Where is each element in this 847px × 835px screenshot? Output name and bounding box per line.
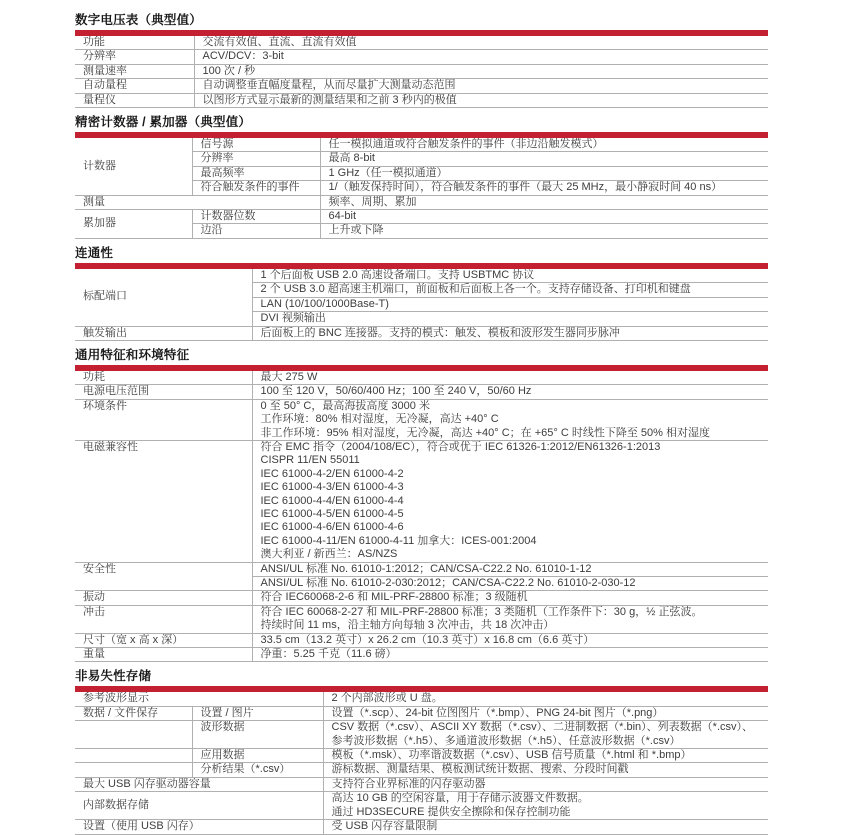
spec-value: DVI 视频输出 [252,312,768,326]
table-row [75,648,768,662]
spec-label: 设置（使用 USB 闪存） [75,820,323,834]
spec-value: 受 USB 闪存容量限制 [323,820,768,834]
spec-value: 游标数据、测量结果、模板测试统计数据、搜索、分段时间戳 [323,763,768,777]
table-row [75,210,768,224]
table-row [75,721,768,749]
section-counter [75,115,768,239]
spec-sublabel: 计数器位数 [192,210,320,224]
spec-value: 100 次 / 秒 [194,64,768,78]
spec-label: 测量 [75,195,320,209]
table-row [75,562,768,576]
spec-value: 设置（*.scp）、24-bit 位图图片（*.bmp）、PNG 24-bit 图片（*.png） [323,706,768,720]
spec-value [252,440,768,562]
spec-sublabel: 分辨率 [192,152,320,166]
spec-value-line: CISPR 11/EN 55011 [260,454,360,467]
spec-value: 2 个内部波形或 U 盘。 [323,692,768,706]
table-row [75,792,768,820]
section-title: 连通性 [75,245,114,260]
table-row [75,633,768,647]
spec-label: 重量 [75,648,252,662]
section-title: 精密计数器 / 累加器（典型值） [75,115,252,130]
spec-value [323,721,768,749]
table-row [75,36,768,50]
counter-table [75,138,768,239]
spec-label: 标配端口 [75,269,252,326]
spec-label: 冲击 [75,605,252,633]
spec-sublabel: 边沿 [192,224,320,238]
spec-value-line: IEC 61000-4-2/EN 61000-4-2 [260,467,404,480]
spec-value: 1 个后面板 USB 2.0 高速设备端口。支持 USBTMC 协议 [252,269,768,283]
spec-value: 1 GHz（任一模拟通道） [320,166,768,180]
spec-sublabel: 信号源 [192,138,320,152]
table-row [75,605,768,633]
spec-value-line: IEC 61000-4-4/EN 61000-4-4 [260,494,404,507]
spec-label: 最大 USB 闪存驱动器容量 [75,777,323,791]
spec-sublabel: 设置 / 图片 [192,706,323,720]
spec-value: 1/（触发保持时间），符合触发条件的事件（最大 25 MHz，最小静寂时间 40 ns） [320,181,768,195]
spec-value-line: 非工作环境：95% 相对湿度，无冷凝，高达 +40° C；在 +65° C 时线性下降至 50% 相对湿度 [260,426,710,439]
spec-value-line: 持续时间 11 ms，沿主轴方向每轴 3 次冲击，共 18 次冲击） [260,619,555,632]
spec-value-line: 符合 EMC 指令（2004/108/EC），符合或优于 IEC 61326-1:2012/EN61326-1:2013 [260,440,661,453]
spec-value-line: 0 至 50° C，最高海拔高度 3000 米 [260,399,430,412]
table-row [75,50,768,64]
spec-label: 功耗 [75,371,252,385]
table-row [75,763,768,777]
spec-value-line: CSV 数据（*.csv）、ASCII XY 数据（*.csv）、二进制数据（*.bin）、列表数据（*.csv）、 [331,721,754,734]
spec-label: 量程仪 [75,93,194,107]
spec-value-line: 参考波形数据（*.h5）、多通道波形数据（*.h5）、任意波形数据（*.csv） [331,734,681,747]
spec-value [252,399,768,440]
spec-sublabel: 波形数据 [192,721,323,749]
spec-value: 后面板上的 BNC 连接器。支持的模式：触发、模板和波形发生器同步脉冲 [252,326,768,340]
spec-value: 支持符合业界标准的闪存驱动器 [323,777,768,791]
spec-value: 自动调整垂直幅度量程，从而尽量扩大测量动态范围 [194,79,768,93]
table-row [75,399,768,440]
table-row [75,820,768,834]
section-general [75,348,768,663]
section-title: 非易失性存储 [75,669,152,684]
spec-label: 计数器 [75,138,192,195]
spec-label: 振动 [75,591,252,605]
table-row [75,93,768,107]
spec-label: 数据 / 文件保存 [75,706,192,720]
table-row [75,692,768,706]
spec-value: 33.5 cm（13.2 英寸）x 26.2 cm（10.3 英寸）x 16.8 cm（6.6 英寸） [252,633,768,647]
spec-label [75,763,192,777]
spec-sublabel: 最高频率 [192,166,320,180]
table-row [75,706,768,720]
section-title: 通用特征和环境特征 [75,347,190,362]
section-dvm [75,13,768,108]
spec-value: 最大 275 W [252,371,768,385]
spec-label: 参考波形显示 [75,692,323,706]
general-table [75,371,768,663]
spec-label: 电源电压范围 [75,385,252,399]
spec-value-line: 通过 HD3SECURE 提供安全擦除和保存控制功能 [331,805,571,818]
spec-label: 内部数据存储 [75,792,323,820]
storage-table [75,692,768,834]
spec-value: 100 至 120 V，50/60/400 Hz；100 至 240 V，50/60 Hz [252,385,768,399]
spec-label: 安全性 [75,562,252,591]
section-connectivity [75,246,768,341]
spec-value: 最高 8-bit [320,152,768,166]
table-row [75,440,768,562]
spec-value-line: IEC 61000-4-3/EN 61000-4-3 [260,481,404,494]
spec-sublabel: 应用数据 [192,749,323,763]
connectivity-table [75,269,768,341]
spec-sublabel: 分析结果（*.csv） [192,763,323,777]
spec-value [252,605,768,633]
spec-value: 频率、周期、累加 [320,195,768,209]
spec-value: ANSI/UL 标准 No. 61010-1:2012；CAN/CSA-C22.2 No. 61010-1-12 [252,562,768,576]
spec-value: ANSI/UL 标准 No. 61010-2-030:2012；CAN/CSA-C22.2 No. 61010-2-030-12 [252,577,768,591]
spec-label: 电磁兼容性 [75,440,252,562]
spec-value: ACV/DCV：3-bit [194,50,768,64]
spec-label: 尺寸（宽 x 高 x 深） [75,633,252,647]
table-row [75,195,768,209]
spec-value-line: IEC 61000-4-5/EN 61000-4-5 [260,507,404,520]
spec-value-line: 澳大利亚 / 新西兰：AS/NZS [260,548,398,561]
spec-value: 以图形方式显示最新的测量结果和之前 3 秒内的极值 [194,93,768,107]
spec-label: 自动量程 [75,79,194,93]
table-row [75,326,768,340]
spec-value: 符合 IEC60068-2-6 和 MIL-PRF-28800 标准；3 级随机 [252,591,768,605]
spec-value-line: 高达 10 GB 的空闲容量，用于存储示波器文件数据。 [331,792,589,805]
spec-label: 累加器 [75,210,192,239]
table-row [75,777,768,791]
spec-value: 净重：5.25 千克（11.6 磅） [252,648,768,662]
spec-value: 64-bit [320,210,768,224]
spec-value: 模板（*.msk）、功率谐波数据（*.csv）、USB 信号质量（*.html 和 *.bmp） [323,749,768,763]
table-row [75,591,768,605]
section-storage [75,669,768,834]
spec-label [75,749,192,763]
dvm-table [75,36,768,108]
spec-value-line: IEC 61000-4-6/EN 61000-4-6 [260,521,404,534]
spec-value-line: IEC 61000-4-11/EN 61000-4-11 加拿大：ICES-001:2004 [260,534,537,547]
spec-value-line: 符合 IEC 60068-2-27 和 MIL-PRF-28800 标准；3 类随机（工作条件下：30 g，½ 正弦波。 [260,605,703,618]
table-row [75,749,768,763]
spec-value: 上升或下降 [320,224,768,238]
spec-label [75,721,192,749]
spec-sublabel: 符合触发条件的事件 [192,181,320,195]
table-row [75,79,768,93]
spec-value: 交流有效值、直流、直流有效值 [194,36,768,50]
spec-label: 分辨率 [75,50,194,64]
table-row [75,269,768,283]
spec-label: 测量速率 [75,64,194,78]
section-title: 数字电压表（典型值） [75,13,203,27]
table-row [75,138,768,152]
spec-label: 环境条件 [75,399,252,440]
spec-value: 任一模拟通道或符合触发条件的事件（非边沿触发模式） [320,138,768,152]
table-row [75,371,768,385]
spec-value-line: 工作环境：80% 相对湿度，无冷凝，高达 +40° C [260,413,499,426]
table-row [75,385,768,399]
spec-value: LAN (10/100/1000Base-T) [252,297,768,311]
spec-label: 功能 [75,36,194,50]
spec-value [323,792,768,820]
spec-label: 触发输出 [75,326,252,340]
spec-value: 2 个 USB 3.0 超高速主机端口，前面板和后面板上各一个。支持存储设备、打印机和键盘 [252,283,768,297]
table-row [75,64,768,78]
